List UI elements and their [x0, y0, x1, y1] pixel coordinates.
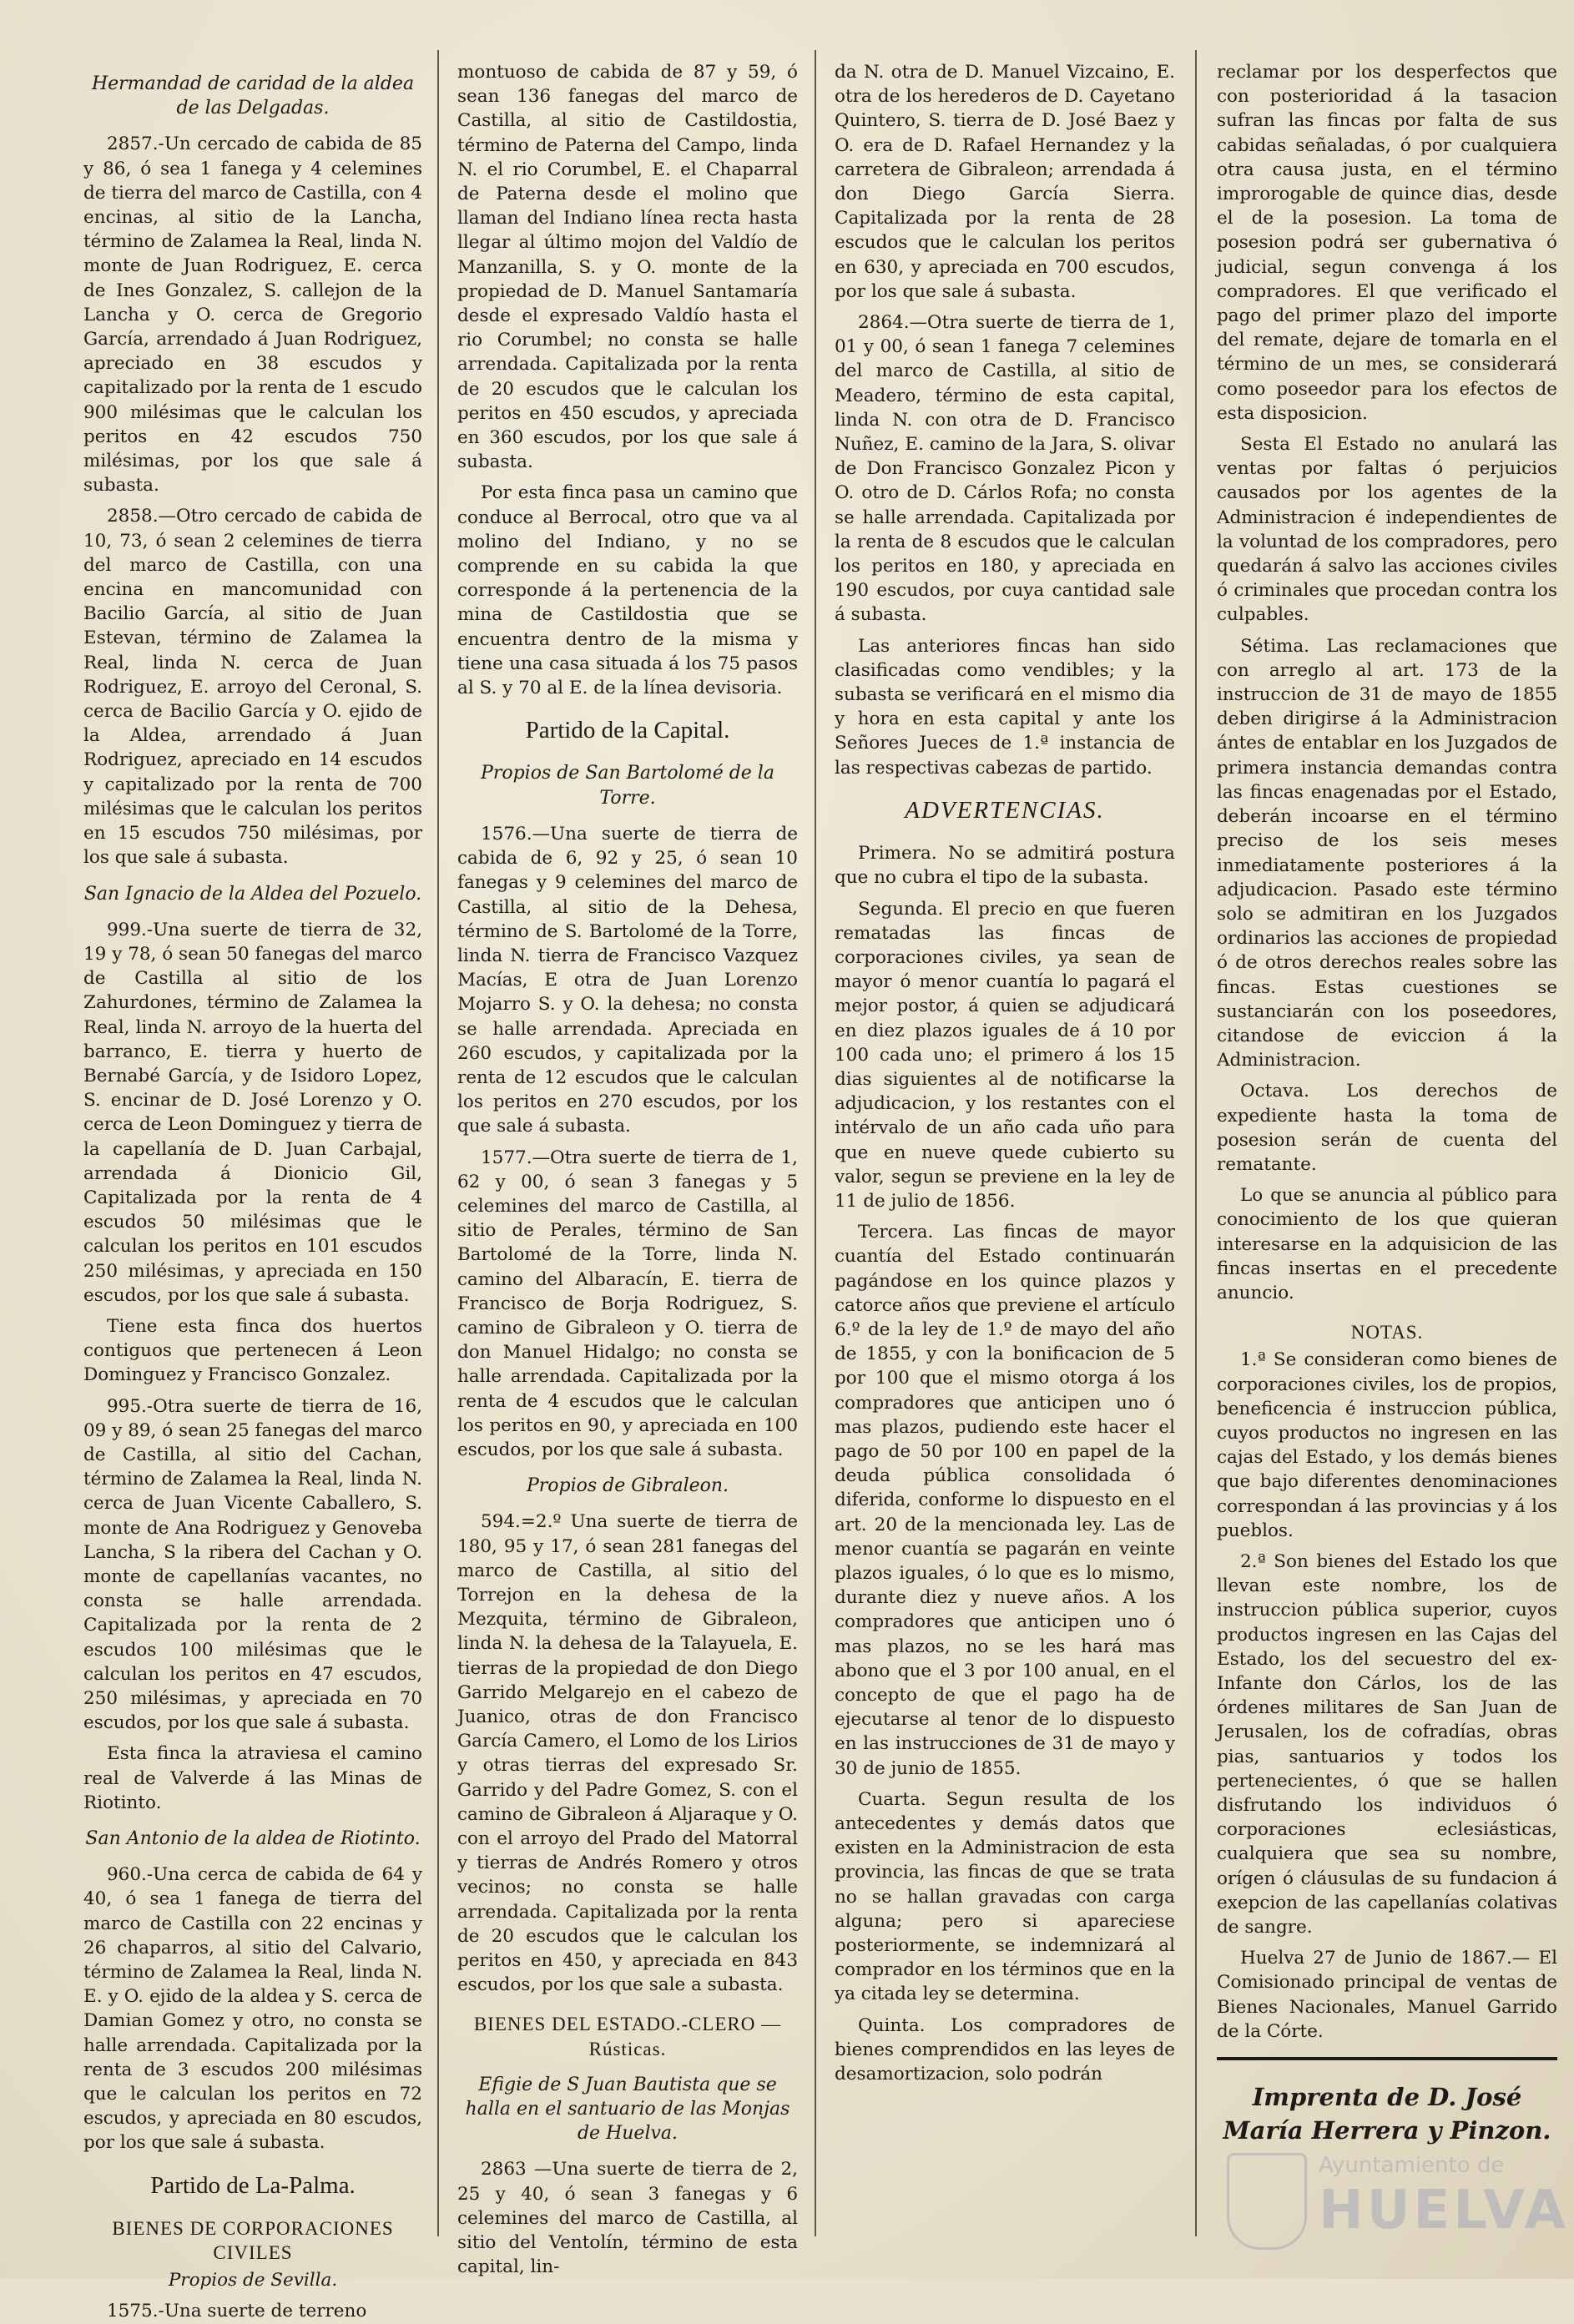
watermark	[1227, 2145, 1569, 2261]
paragraph: Octava. Los derechos de expediente hasta la toma de posesion serán de cuenta del rematante.	[1217, 1081, 1557, 1175]
paragraph: 1577.—Otra suerte de tierra de 1, 62 y 00, ó sean 3 fanegas y 5 celemines del marco de Castilla, al sitio de Perales, término de San Bartolomé de la Torre, linda N. camino del Albaracín, E. tierra de Francisco de Borja Rodriguez, S. camino de Gibraleon y O. tierra de don Manuel Hidalgo; no consta se halle arrendada. Capitalizada por la renta de 4 escudos que le calculan los peritos en 90, y apreciada en 100 escudos, por los que sale á subasta.	[457, 1147, 798, 1460]
column-1	[83, 60, 422, 2322]
paragraph: Primera. No se admitirá postura que no cubra el tipo de la subasta.	[835, 843, 1175, 889]
district-heading: Partido de La-Palma.	[150, 2171, 356, 2199]
section-heading: San Ignacio de la Aldea del Pozuelo.	[83, 883, 422, 905]
paragraph: Lo que se anuncia al público para conocimiento de los que quieran interesarse en la adquisicion de las fincas insertas en el precedente anuncio.	[1217, 1185, 1557, 1303]
advertencias-heading: ADVERTENCIAS.	[905, 796, 1105, 824]
category-heading: BIENES DE CORPORACIONES CIVILES	[112, 2217, 394, 2264]
paragraph: 995.-Otra suerte de tierra de 16, 09 y 89, ó sean 25 fanegas del marco de Castilla, al sitio del Cachan, término de Zalamea la Real, linda N. cerca de Juan Vicente Caballero, S. monte de Ana Rodriguez y Genoveba Lancha, S la ribera del Cachan y O. monte de capellanías vacantes, no consta se halle arrendada. Capitalizada por la renta de 2 escudos 100 milésimas que le calculan los peritos en 47 escudos, 250 milésimas, y apreciada en 70 escudos, por los que sale á subasta.	[83, 1395, 422, 1734]
watermark-small-text: Ayuntamiento de	[1319, 2153, 1505, 2178]
section-heading: Hermandad de caridad de la aldea de las Delgadas.	[91, 73, 415, 119]
subsection-heading: Propios de Sevilla.	[168, 2270, 338, 2291]
paragraph: Sétima. Las reclamaciones que con arreglo al art. 173 de la instruccion de 31 de mayo de 1855 deben dirigirse á la Administracion ántes de entablar en los Juzgados de primera instancia demandas contra las fincas enagenadas por el Estado, deberán incoarse en el término preciso de los seis meses inmediatamente posteriores á la adjudicacion. Pasado este término solo se admitiran en los Juzgados ordinarios las acciones de propiedad ó de otros derechos reales sobre las fincas. Estas cuestiones se sustanciarán con los poseedores, citandose de eviccion á la Administracion.	[1217, 635, 1557, 1071]
paragraph: 2858.—Otro cercado de cabida de 10, 73, ó sean 2 celemines de tierra del marco de Castilla, con una encina en mancomunidad con Bacilio García, al sitio de Juan Estevan, término de Zalamea la Real, linda N. cerca de Juan Rodriguez, E. arroyo del Ceronal, S. cerca de Bacilio García y O. ejido de la Aldea, arrendado á Juan Rodriguez, apreciado en 14 escudos y capitalizado por la renta de 700 milésimas que le calculan los peritos en 15 escudos 750 milésimas, por los que sale á subasta.	[83, 506, 422, 869]
category-heading: BIENES DEL ESTADO.-CLERO — Rústicas.	[473, 2014, 782, 2059]
paragraph: Las anteriores fincas han sido clasificadas como vendibles; y la subasta se verificará en el mismo dia y hora en esta capital y ante los Señores Jueces de 1.ª instancia de las respectivas cabezas de partido.	[835, 635, 1175, 779]
paragraph: Cuarta. Segun resulta de los antecedentes y demás datos que existen en la Administracion de esta provincia, las fincas de que se trata no se hallan gravadas con carga alguna; pero si apareciese posteriormente, se indemnizará al comprador en los términos que en la ya citada ley se determina.	[835, 1788, 1175, 2005]
paragraph: 594.=2.º Una suerte de tierra de 180, 95 y 17, ó sean 281 fanegas del marco de Castilla, al sitio del Torrejon en la dehesa de la Mezquita, término de Gibraleon, linda N. la dehesa de la Talayuela, E. tierras de la propiedad de don Diego Garrido Melgarejo en el cabezo de Juanico, otras de don Francisco García Camero, el Lomo de los Lirios y otras tierras del expresado Sr. Garrido y del Padre Gomez, S. con el camino de Gibraleon á Aljaraque y O. con el arroyo del Prado del Matorral y tierras de Andrés Romero y otros vecinos; no consta se halle arrendada. Capitalizada por la renta de 20 escudos que le calculan los peritos en 450, y apreciada en 843 escudos, por los que sale a subasta.	[457, 1511, 798, 1996]
paragraph: reclamar por los desperfectos que con posterioridad á la tasacion sufran las fincas por falta de sus cabidas señaladas, ó por cualquiera otra causa justa, en el término improrogable de quince dias, desde el de la posesion. La toma de posesion podrá ser gubernativa ó judicial, segun convenga á los compradores. El que verificado el pago del primer plazo del importe del remate, dejare de tomarla en el término de un mes, se considerará como poseedor para los efectos de esta disposicion.	[1217, 62, 1557, 424]
paragraph: 2863 —Una suerte de tierra de 2, 25 y 40, ó sean 3 fanegas y 6 celemines del marco de Castilla, al sitio del Ventolín, término de esta capital, lin-	[457, 2159, 798, 2278]
paragraph: 1.ª Se consideran como bienes de corporaciones civiles, los de propios, beneficencia é instruccion pública, cuyos productos no ingresen en las cajas del Estado, y los demás bienes que bajo diferentes denominaciones correspondan á las provincias y á los pueblos.	[1217, 1349, 1557, 1541]
paragraph: 2857.-Un cercado de cabida de 85 y 86, ó sea 1 fanega y 4 celemines de tierra del marco de Castilla, con 4 encinas, al sitio de la Lancha, término de Zalamea la Real, linda N. monte de Juan Rodriguez, E. cerca de Ines Gonzalez, S. callejon de la Lancha y O. cerca de Gregorio García, arrendado á Juan Rodriguez, apreciado en 38 escudos y capitalizado por la renta de 1 escudo 900 milésimas que le calculan los peritos en 42 escudos 750 milésimas, por los que sale á subasta.	[83, 134, 422, 497]
paragraph: Quinta. Los compradores de bienes comprendidos en las leyes de desamortizacion, solo podrán	[835, 2014, 1175, 2085]
paragraph: da N. otra de D. Manuel Vizcaino, E. otra de los herederos de D. Cayetano Quintero, S. tierra de D. José Baez y O. era de D. Rafael Hernandez y la carretera de Gibraleon; arrendada á don Diego García Sierra. Capitalizada por la renta de 28 escudos que le calculan los peritos en 630, y apreciada en 700 escudos, por los que sale á subasta.	[835, 62, 1175, 302]
paragraph: 999.-Una suerte de tierra de 32, 19 y 78, ó sean 50 fanegas del marco de Castilla al sitio de los Zahurdones, término de Zalamea la Real, linda N. arroyo de la huerta del barranco, E. tierra y huerto de Bernabé García, y de Isidoro Lopez, S. encinar de D. José Lorenzo y O. cerca de Leon Dominguez y tierra de la capellanía de D. Juan Carbajal, arrendada á Dionicio Gil, Capitalizada por la renta de 4 escudos 50 milésimas que le calculan los peritos en 101 escudos 250 milésimas, y apreciada en 150 escudos, por los que sale á subasta.	[83, 919, 422, 1306]
paragraph: montuoso de cabida de 87 y 59, ó sean 136 fanegas del marco de Castilla, al sitio de Castildostia, término de Paterna del Campo, linda N. el rio Corumbel, E. el Chaparral de Paterna desde el molino que llaman del Indiano línea recta hasta llegar al último mojon del Valdío de Manzanilla, S. y O. monte de la propiedad de D. Manuel Santamaría desde el expresado Valdío hasta el rio Corumbel; no consta se halle arrendada. Capitalizada por la renta de 20 escudos que le calculan los peritos en 450 escudos, y apreciada en 360 escudos, por los que sale á subasta.	[457, 62, 798, 473]
paragraph: 960.-Una cerca de cabida de 64 y 40, ó sea 1 fanega de tierra del marco de Castilla con 22 encinas y 26 chaparros, al sitio del Calvario, término de Zalamea la Real, linda N. E. y O. ejido de la aldea y S. cerca de Damian Gomez y otro, no consta se halle arrendada. Capitalizada por la renta de 3 escudos 200 milésimas que le calculan los peritos en 72 escudos, y apreciada en 80 escudos, por los que sale á subasta.	[83, 1864, 422, 2154]
column-3	[835, 60, 1175, 2263]
section-heading: San Antonio de la aldea de Riotinto.	[85, 1828, 421, 1850]
paragraph: Por esta finca pasa un camino que conduce al Berrocal, otro que va al molino del Indiano, y no se comprende en su cabida la que corresponde á la pertenencia de la mina de Castildostia que se encuentra dentro de la misma y tiene una casa situada á los 75 pasos al S. y 70 al E. de la línea devisoria.	[457, 482, 798, 699]
watermark-big-text: HUELVA	[1319, 2180, 1569, 2241]
paragraph: Sesta El Estado no anulará las ventas por faltas ó perjuicios causados por los agentes de la Administracion é independientes de la voluntad de los compradores, pero quedarán á salvo las acciones civiles ó criminales que procedan contra los culpables.	[1217, 434, 1557, 626]
section-heading: Efigie de S Juan Bautista que se halla en el santuario de las Monjas de Huelva.	[465, 2074, 790, 2145]
column-rule	[1195, 50, 1197, 2236]
city-crest-icon	[1227, 2153, 1307, 2250]
paragraph: 1575.-Una suerte de terreno	[107, 2301, 367, 2322]
district-heading: Partido de la Capital.	[525, 717, 730, 744]
divider	[1217, 2057, 1557, 2060]
notas-heading: NOTAS.	[1350, 1322, 1424, 1343]
section-heading: Propios de San Bartolomé de la Torre.	[481, 763, 774, 809]
paragraph: 2.ª Son bienes del Estado los que llevan este nombre, los de instruccion pública superior, cuyos productos ingresen en las Cajas del Estado, los del secuestro del ex-Infante don Cárlos, los de las órdenes militares de San Juan de Jerusalen, los de cofradías, obras pias, santuarios y todos los pertenecientes, ó que se hallen disfrutando los individuos ó corporaciones eclesiásticas, cualquiera que sea su nombre, orígen ó cláusulas de su fundacion á exepcion de las capellanías colativas de sangre.	[1217, 1550, 1557, 1938]
paragraph: Segunda. El precio en que fueren rematadas las fincas de corporaciones civiles, ya sean de mayor ó menor cuantía lo pagará el mejor postor, á quien se adjudicará en diez plazos iguales de á 10 por 100 cada uno; el primero á los 15 dias siguientes al de notificarse la adjudicacion, y los restantes con el intérvalo de un año cada uño para que en nueve quede cubierto su valor, segun se previene en la ley de 11 de julio de 1856.	[835, 898, 1175, 1212]
column-rule	[815, 50, 816, 2236]
imprint: Imprenta de D. José María Herrera y Pinzon.	[1223, 2083, 1551, 2145]
section-heading: Propios de Gibraleon.	[526, 1475, 729, 1497]
column-4	[1217, 60, 1557, 2263]
paragraph: 2864.—Otra suerte de tierra de 1, 01 y 00, ó sean 1 fanega 7 celemines del marco de Castilla, al sitio de Meadero, término de esta capital, linda N. con otra de D. Francisco Nuñez, E. camino de la Jara, S. olivar de Don Francisco Gonzalez Picon y O. otro de D. Cárlos Rofa; no consta se halle arrendada. Capitalizada por la renta de 8 escudos que le calculan los peritos en 180, y apreciada en 190 escudos, por cuya cantidad sale á subasta.	[835, 312, 1175, 626]
paragraph: 1576.—Una suerte de tierra de cabida de 6, 92 y 25, ó sean 10 fanegas y 9 celemines del marco de Castilla, al sitio de la Dehesa, término de S. Bartolomé de la Torre, linda N. tierra de Francisco Vazquez Macías, E otra de Juan Lorenzo Mojarro S. y O. la dehesa; no consta se halle arrendada. Apreciada en 260 escudos, y capitalizada por la renta de 12 escudos que le calculan los peritos en 270 escudos, por los que sale á subasta.	[457, 823, 798, 1137]
signature-paragraph: Huelva 27 de Junio de 1867.— El Comisionado principal de ventas de Bienes Nacionales, Manuel Garrido de la Córte.	[1217, 1948, 1557, 2042]
paragraph: Esta finca la atraviesa el camino real de Valverde á las Minas de Riotinto.	[83, 1743, 422, 1813]
paragraph: Tercera. Las fincas de mayor cuantía del Estado continuarán pagándose en los quince plazos y catorce años que previene el artículo 6.º de la ley de 1.º de mayo del año de 1855, y con la bonificacion de 5 por 100 que el mismo otorga á los compradores que anticipen uno ó mas plazos, pudiendo este hacer el pago de 50 por 100 en papel de la deuda pública consolidada ó diferida, conforme lo dispuesto en el art. 20 de la mencionada ley. Las de menor cuantía se pagarán en veinte plazos iguales, ó lo que es lo mismo, durante diez y nueve años. A los compradores que anticipen uno ó mas plazos, no se les hará mas abono que el 3 por 100 anual, en el concepto de que el pago ha de ejecutarse al tenor de lo dispuesto en las instrucciones de 31 de mayo y 30 de junio de 1855.	[835, 1222, 1175, 1779]
column-rule	[437, 50, 439, 2236]
paragraph: Tiene esta finca dos huertos contiguos que pertenecen á Leon Dominguez y Francisco Gonzalez.	[83, 1315, 422, 1386]
column-2	[457, 60, 798, 2278]
